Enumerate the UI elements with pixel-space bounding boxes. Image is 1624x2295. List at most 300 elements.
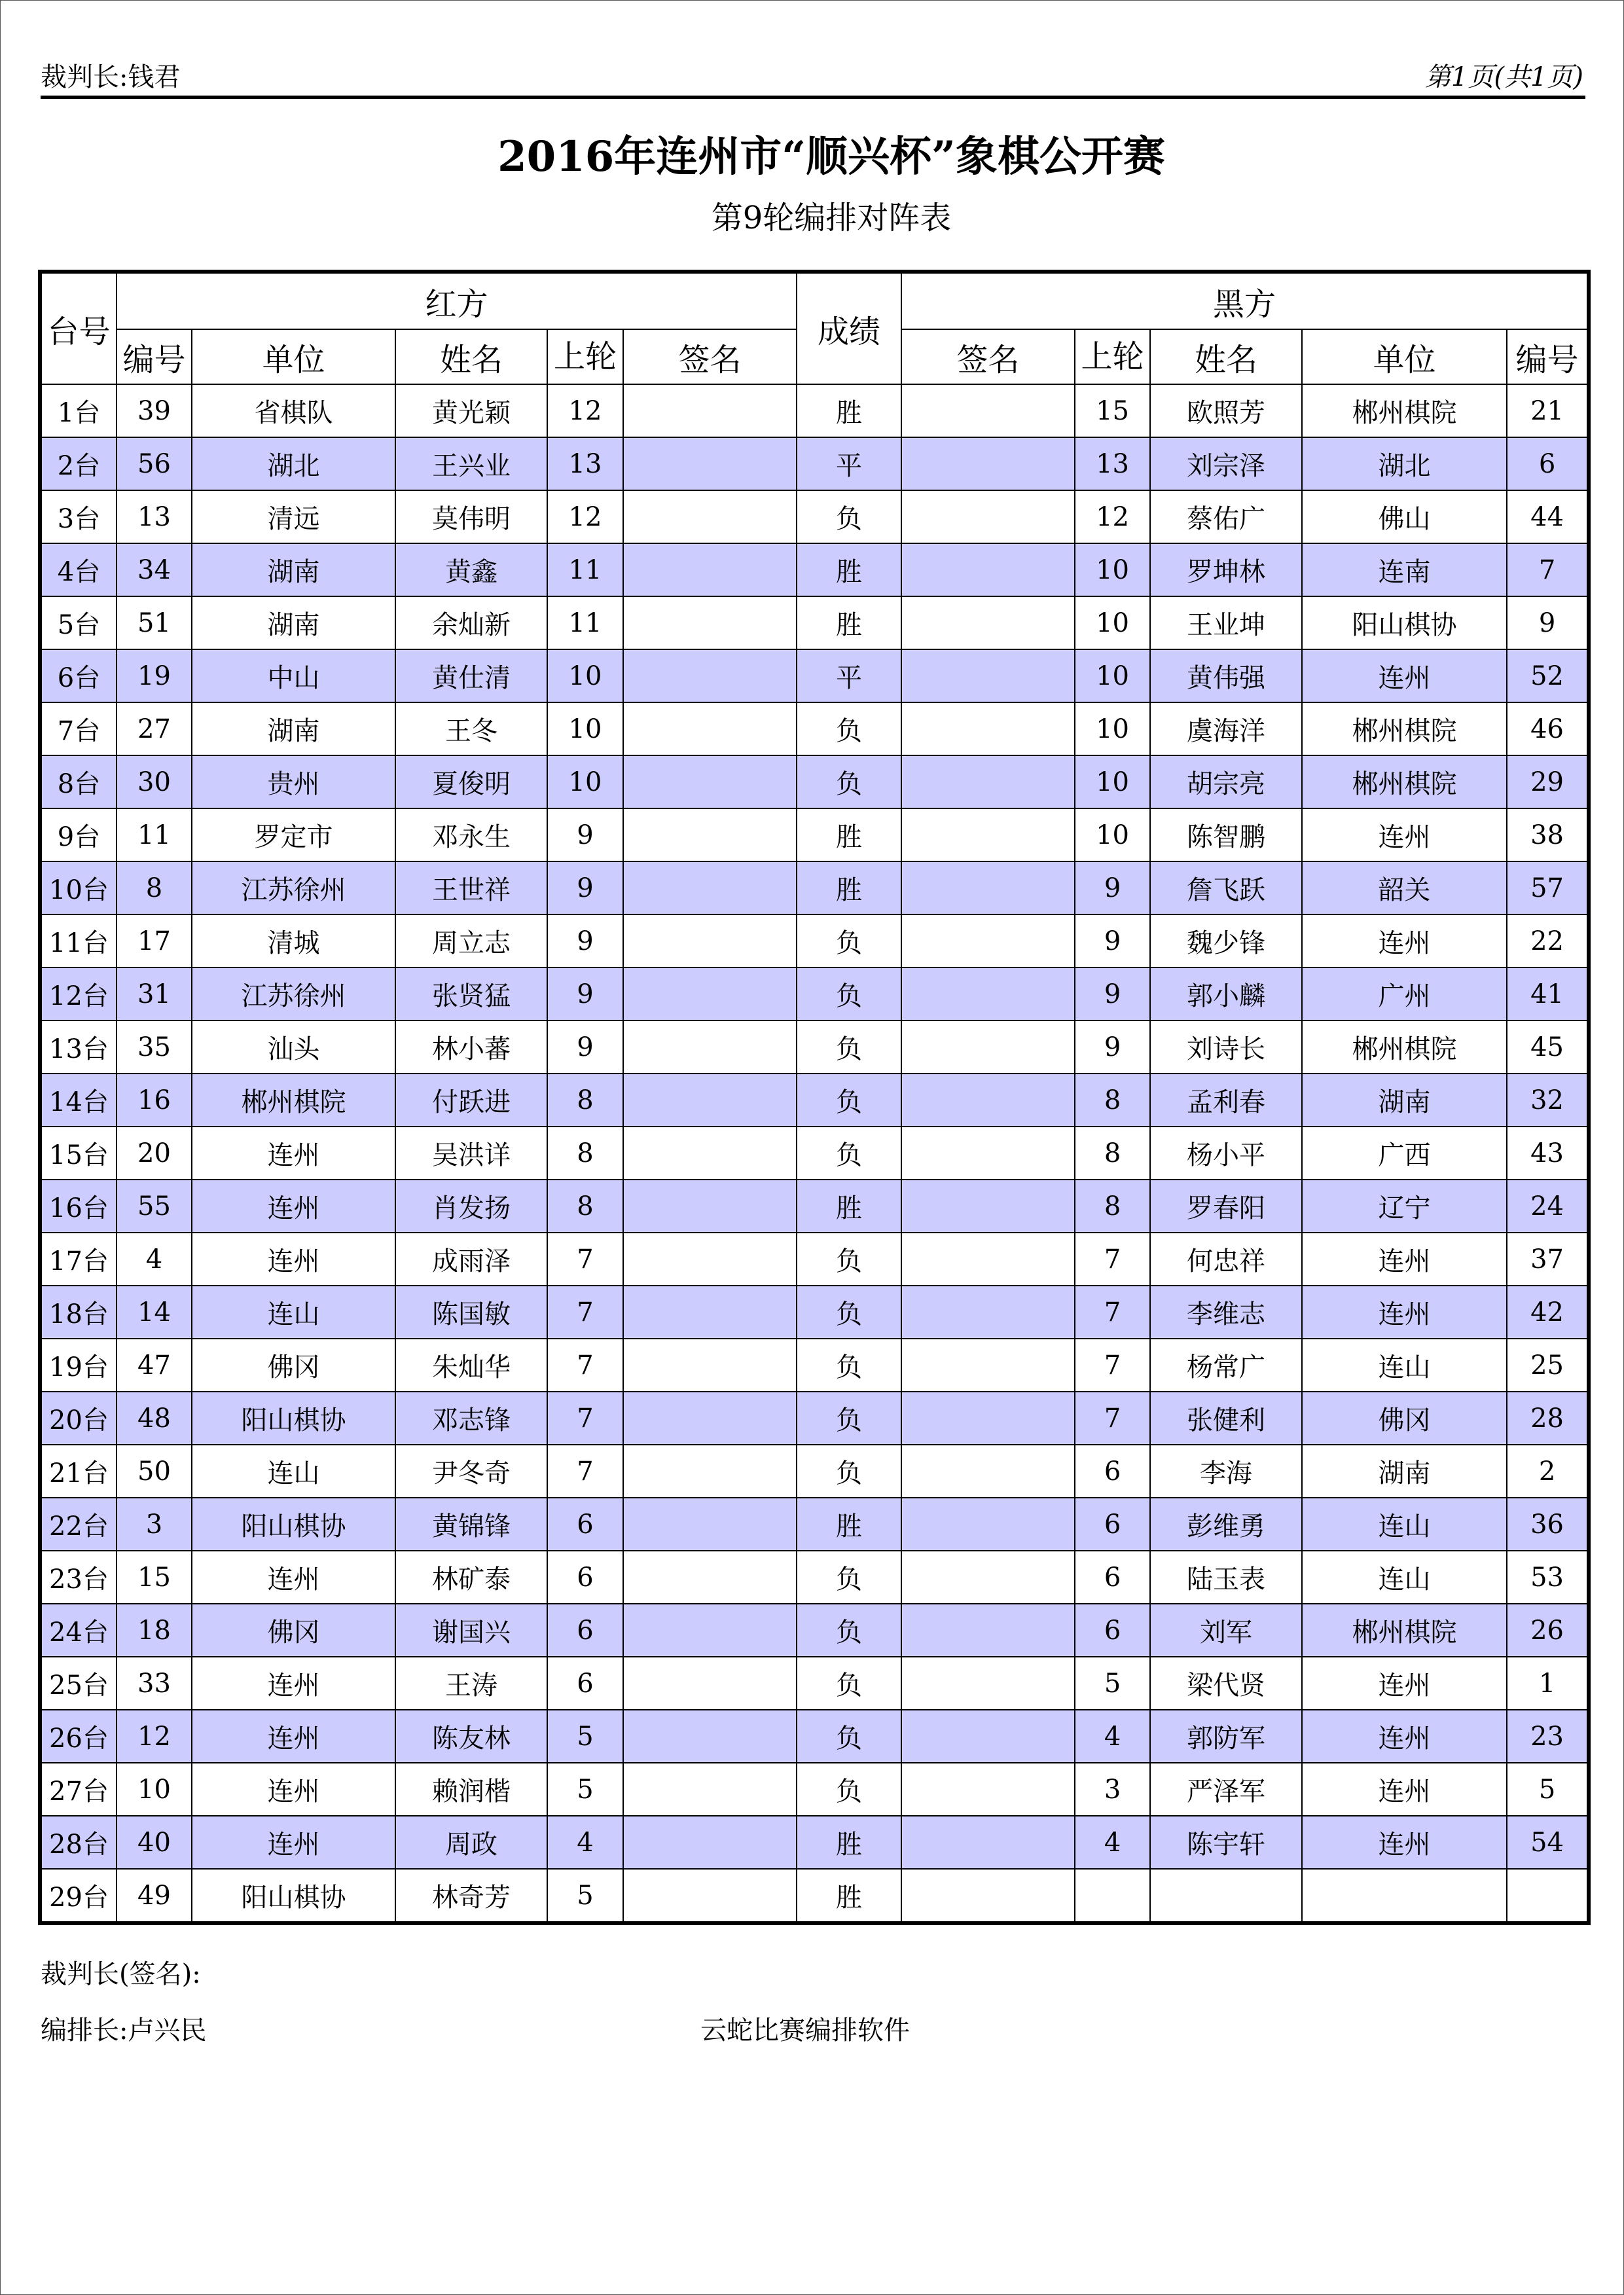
black-unit-cell: 连山 — [1302, 1551, 1507, 1604]
red-last-round-cell: 4 — [547, 1816, 623, 1869]
red-last-round-cell: 7 — [547, 1392, 623, 1445]
red-no-cell: 15 — [117, 1551, 192, 1604]
black-sign-cell — [901, 1604, 1075, 1657]
red-last-round-cell: 9 — [547, 967, 623, 1021]
black-sign-cell — [901, 1286, 1075, 1339]
black-unit-cell: 连山 — [1302, 1339, 1507, 1392]
black-last-round-cell: 9 — [1075, 861, 1150, 914]
black-unit-cell: 佛冈 — [1302, 1392, 1507, 1445]
black-last-round-cell: 8 — [1075, 1180, 1150, 1233]
black-last-round-cell: 10 — [1075, 649, 1150, 702]
red-no-cell: 55 — [117, 1180, 192, 1233]
red-unit-cell: 连州 — [192, 1551, 395, 1604]
result-cell: 负 — [797, 1445, 901, 1498]
board-cell: 20台 — [40, 1392, 117, 1445]
red-unit-cell: 中山 — [192, 649, 395, 702]
black-last-round-cell: 10 — [1075, 596, 1150, 649]
col-black-last-round: 上轮 — [1075, 329, 1150, 384]
red-no-cell: 39 — [117, 384, 192, 437]
black-no-cell: 43 — [1507, 1127, 1589, 1180]
page-subtitle: 第9轮编排对阵表 — [711, 200, 952, 236]
red-name-cell: 尹冬奇 — [395, 1445, 547, 1498]
red-name-cell: 林小蕃 — [395, 1021, 547, 1074]
result-cell: 负 — [797, 1286, 901, 1339]
red-last-round-cell: 10 — [547, 755, 623, 808]
black-unit-cell: 湖北 — [1302, 437, 1507, 490]
red-sign-cell — [623, 1339, 797, 1392]
red-last-round-cell: 11 — [547, 596, 623, 649]
red-last-round-cell: 9 — [547, 861, 623, 914]
result-cell: 负 — [797, 755, 901, 808]
red-no-cell: 20 — [117, 1127, 192, 1180]
board-cell: 24台 — [40, 1604, 117, 1657]
black-last-round-cell: 15 — [1075, 384, 1150, 437]
board-cell: 16台 — [40, 1180, 117, 1233]
result-cell: 胜 — [797, 808, 901, 861]
red-last-round-cell: 13 — [547, 437, 623, 490]
red-last-round-cell: 9 — [547, 914, 623, 967]
col-red-name: 姓名 — [395, 329, 547, 384]
col-red-unit: 单位 — [192, 329, 395, 384]
black-last-round-cell: 6 — [1075, 1498, 1150, 1551]
black-sign-cell — [901, 437, 1075, 490]
black-no-cell: 42 — [1507, 1286, 1589, 1339]
black-last-round-cell: 4 — [1075, 1816, 1150, 1869]
table-row — [40, 702, 1589, 755]
red-no-cell: 8 — [117, 861, 192, 914]
red-name-cell: 陈国敏 — [395, 1286, 547, 1339]
table-row — [40, 1286, 1589, 1339]
header-rule — [41, 96, 1585, 99]
red-no-cell: 19 — [117, 649, 192, 702]
red-sign-cell — [623, 1392, 797, 1445]
black-unit-cell: 佛山 — [1302, 490, 1507, 543]
black-unit-cell: 广州 — [1302, 967, 1507, 1021]
table-row — [40, 1021, 1589, 1074]
result-cell: 负 — [797, 1392, 901, 1445]
red-sign-cell — [623, 702, 797, 755]
red-unit-cell: 湖南 — [192, 543, 395, 596]
result-cell: 负 — [797, 1074, 901, 1127]
red-name-cell: 黄仕清 — [395, 649, 547, 702]
red-last-round-cell: 5 — [547, 1710, 623, 1763]
board-cell: 21台 — [40, 1445, 117, 1498]
red-sign-cell — [623, 490, 797, 543]
board-cell: 29台 — [40, 1869, 117, 1923]
black-no-cell: 5 — [1507, 1763, 1589, 1816]
red-no-cell: 18 — [117, 1604, 192, 1657]
red-no-cell: 11 — [117, 808, 192, 861]
black-last-round-cell: 6 — [1075, 1604, 1150, 1657]
black-unit-cell: 阳山棋协 — [1302, 596, 1507, 649]
board-cell: 1台 — [40, 384, 117, 437]
red-unit-cell: 湖南 — [192, 702, 395, 755]
red-no-cell: 40 — [117, 1816, 192, 1869]
col-red-sign: 签名 — [623, 329, 797, 384]
red-sign-cell — [623, 1657, 797, 1710]
red-unit-cell: 连州 — [192, 1180, 395, 1233]
red-name-cell: 王兴业 — [395, 437, 547, 490]
black-name-cell: 李海 — [1150, 1445, 1302, 1498]
red-last-round-cell: 6 — [547, 1604, 623, 1657]
black-name-cell: 郭防军 — [1150, 1710, 1302, 1763]
table-row — [40, 755, 1589, 808]
red-sign-cell — [623, 1816, 797, 1869]
board-cell: 19台 — [40, 1339, 117, 1392]
result-cell: 负 — [797, 490, 901, 543]
black-name-cell: 罗春阳 — [1150, 1180, 1302, 1233]
red-no-cell: 49 — [117, 1869, 192, 1923]
table-row — [40, 649, 1589, 702]
red-unit-cell: 江苏徐州 — [192, 861, 395, 914]
table-row — [40, 1657, 1589, 1710]
result-cell: 负 — [797, 1551, 901, 1604]
red-name-cell: 陈友林 — [395, 1710, 547, 1763]
black-unit-cell: 湖南 — [1302, 1445, 1507, 1498]
board-cell: 13台 — [40, 1021, 117, 1074]
red-last-round-cell: 5 — [547, 1869, 623, 1923]
black-sign-cell — [901, 543, 1075, 596]
red-sign-cell — [623, 649, 797, 702]
black-sign-cell — [901, 755, 1075, 808]
black-name-cell — [1150, 1869, 1302, 1923]
result-cell: 胜 — [797, 1498, 901, 1551]
red-sign-cell — [623, 914, 797, 967]
result-cell: 平 — [797, 437, 901, 490]
black-last-round-cell: 7 — [1075, 1339, 1150, 1392]
page-title: 2016年连州市“顺兴杯”象棋公开赛 — [497, 132, 1165, 181]
result-cell: 胜 — [797, 861, 901, 914]
black-no-cell: 22 — [1507, 914, 1589, 967]
black-last-round-cell: 13 — [1075, 437, 1150, 490]
result-cell: 平 — [797, 649, 901, 702]
red-sign-cell — [623, 1074, 797, 1127]
red-name-cell: 付跃进 — [395, 1074, 547, 1127]
red-sign-cell — [623, 1445, 797, 1498]
black-unit-cell: 郴州棋院 — [1302, 384, 1507, 437]
result-cell: 胜 — [797, 1816, 901, 1869]
red-last-round-cell: 7 — [547, 1286, 623, 1339]
black-last-round-cell: 4 — [1075, 1710, 1150, 1763]
red-last-round-cell: 6 — [547, 1498, 623, 1551]
black-unit-cell: 湖南 — [1302, 1074, 1507, 1127]
red-name-cell: 黄锦锋 — [395, 1498, 547, 1551]
referee-signature-label: 裁判长(签名): — [41, 1959, 201, 1989]
red-unit-cell: 连州 — [192, 1710, 395, 1763]
red-sign-cell — [623, 861, 797, 914]
black-sign-cell — [901, 1498, 1075, 1551]
black-no-cell: 25 — [1507, 1339, 1589, 1392]
table-row — [40, 384, 1589, 437]
black-last-round-cell: 5 — [1075, 1657, 1150, 1710]
red-name-cell: 莫伟明 — [395, 490, 547, 543]
black-sign-cell — [901, 967, 1075, 1021]
black-sign-cell — [901, 1445, 1075, 1498]
red-last-round-cell: 6 — [547, 1551, 623, 1604]
red-sign-cell — [623, 543, 797, 596]
table-row — [40, 1233, 1589, 1286]
table-row — [40, 1551, 1589, 1604]
red-no-cell: 3 — [117, 1498, 192, 1551]
black-sign-cell — [901, 1074, 1075, 1127]
table-row — [40, 1445, 1589, 1498]
table-row — [40, 808, 1589, 861]
table-row — [40, 596, 1589, 649]
black-sign-cell — [901, 1021, 1075, 1074]
red-name-cell: 谢国兴 — [395, 1604, 547, 1657]
black-no-cell: 37 — [1507, 1233, 1589, 1286]
red-name-cell: 王世祥 — [395, 861, 547, 914]
table-row — [40, 437, 1589, 490]
board-cell: 2台 — [40, 437, 117, 490]
black-no-cell: 7 — [1507, 543, 1589, 596]
board-cell: 6台 — [40, 649, 117, 702]
red-no-cell: 13 — [117, 490, 192, 543]
black-sign-cell — [901, 808, 1075, 861]
red-sign-cell — [623, 1710, 797, 1763]
black-no-cell: 28 — [1507, 1392, 1589, 1445]
red-unit-cell: 清城 — [192, 914, 395, 967]
software-credit: 云蛇比赛编排软件 — [700, 2015, 910, 2046]
red-unit-cell: 贵州 — [192, 755, 395, 808]
black-sign-cell — [901, 490, 1075, 543]
red-name-cell: 周立志 — [395, 914, 547, 967]
result-cell: 负 — [797, 702, 901, 755]
black-sign-cell — [901, 1392, 1075, 1445]
red-no-cell: 16 — [117, 1074, 192, 1127]
black-name-cell: 何忠祥 — [1150, 1233, 1302, 1286]
black-no-cell: 6 — [1507, 437, 1589, 490]
black-sign-cell — [901, 384, 1075, 437]
board-cell: 10台 — [40, 861, 117, 914]
black-unit-cell — [1302, 1869, 1507, 1923]
black-name-cell: 魏少锋 — [1150, 914, 1302, 967]
red-sign-cell — [623, 967, 797, 1021]
black-sign-cell — [901, 1657, 1075, 1710]
black-last-round-cell: 10 — [1075, 808, 1150, 861]
black-last-round-cell: 6 — [1075, 1551, 1150, 1604]
result-cell: 负 — [797, 1127, 901, 1180]
black-name-cell: 胡宗亮 — [1150, 755, 1302, 808]
black-unit-cell: 连南 — [1302, 543, 1507, 596]
black-name-cell: 黄伟强 — [1150, 649, 1302, 702]
col-black-side: 黑方 — [901, 272, 1589, 329]
col-black-name: 姓名 — [1150, 329, 1302, 384]
red-no-cell: 33 — [117, 1657, 192, 1710]
black-name-cell: 罗坤林 — [1150, 543, 1302, 596]
red-no-cell: 48 — [117, 1392, 192, 1445]
black-no-cell: 26 — [1507, 1604, 1589, 1657]
red-sign-cell — [623, 755, 797, 808]
red-unit-cell: 连州 — [192, 1657, 395, 1710]
black-no-cell — [1507, 1869, 1589, 1923]
red-no-cell: 17 — [117, 914, 192, 967]
result-cell: 胜 — [797, 384, 901, 437]
black-name-cell: 李维志 — [1150, 1286, 1302, 1339]
black-no-cell: 57 — [1507, 861, 1589, 914]
red-unit-cell: 连州 — [192, 1816, 395, 1869]
col-red-no: 编号 — [117, 329, 192, 384]
black-name-cell: 刘军 — [1150, 1604, 1302, 1657]
red-name-cell: 吴洪详 — [395, 1127, 547, 1180]
board-cell: 22台 — [40, 1498, 117, 1551]
black-unit-cell: 郴州棋院 — [1302, 1021, 1507, 1074]
black-sign-cell — [901, 649, 1075, 702]
black-no-cell: 46 — [1507, 702, 1589, 755]
board-cell: 5台 — [40, 596, 117, 649]
black-name-cell: 蔡佑广 — [1150, 490, 1302, 543]
black-last-round-cell: 8 — [1075, 1127, 1150, 1180]
red-no-cell: 51 — [117, 596, 192, 649]
red-name-cell: 黄光颖 — [395, 384, 547, 437]
table-row — [40, 490, 1589, 543]
black-unit-cell: 韶关 — [1302, 861, 1507, 914]
black-unit-cell: 连州 — [1302, 1286, 1507, 1339]
black-sign-cell — [901, 702, 1075, 755]
black-sign-cell — [901, 1763, 1075, 1816]
board-cell: 28台 — [40, 1816, 117, 1869]
red-sign-cell — [623, 1551, 797, 1604]
red-sign-cell — [623, 808, 797, 861]
black-no-cell: 54 — [1507, 1816, 1589, 1869]
red-sign-cell — [623, 1498, 797, 1551]
col-black-no: 编号 — [1507, 329, 1589, 384]
board-cell: 17台 — [40, 1233, 117, 1286]
col-black-unit: 单位 — [1302, 329, 1507, 384]
table-row — [40, 1498, 1589, 1551]
table-row — [40, 543, 1589, 596]
red-unit-cell: 连山 — [192, 1445, 395, 1498]
result-cell: 负 — [797, 914, 901, 967]
table-row — [40, 1816, 1589, 1869]
result-cell: 负 — [797, 1604, 901, 1657]
black-no-cell: 32 — [1507, 1074, 1589, 1127]
black-sign-cell — [901, 861, 1075, 914]
black-unit-cell: 连州 — [1302, 1657, 1507, 1710]
result-cell: 负 — [797, 1657, 901, 1710]
pairings-body — [40, 384, 1589, 1923]
black-unit-cell: 郴州棋院 — [1302, 1604, 1507, 1657]
red-unit-cell: 连州 — [192, 1233, 395, 1286]
black-sign-cell — [901, 914, 1075, 967]
black-last-round-cell: 7 — [1075, 1392, 1150, 1445]
red-name-cell: 林奇芳 — [395, 1869, 547, 1923]
black-no-cell: 2 — [1507, 1445, 1589, 1498]
red-sign-cell — [623, 437, 797, 490]
board-cell: 15台 — [40, 1127, 117, 1180]
red-name-cell: 张贤猛 — [395, 967, 547, 1021]
black-no-cell: 36 — [1507, 1498, 1589, 1551]
result-cell: 胜 — [797, 1180, 901, 1233]
black-last-round-cell: 10 — [1075, 755, 1150, 808]
black-unit-cell: 连州 — [1302, 808, 1507, 861]
black-no-cell: 21 — [1507, 384, 1589, 437]
red-unit-cell: 汕头 — [192, 1021, 395, 1074]
black-no-cell: 9 — [1507, 596, 1589, 649]
red-last-round-cell: 12 — [547, 490, 623, 543]
red-unit-cell: 连山 — [192, 1286, 395, 1339]
black-last-round-cell: 10 — [1075, 702, 1150, 755]
red-sign-cell — [623, 596, 797, 649]
red-name-cell: 肖发扬 — [395, 1180, 547, 1233]
table-row — [40, 861, 1589, 914]
red-no-cell: 30 — [117, 755, 192, 808]
table-row — [40, 1339, 1589, 1392]
black-sign-cell — [901, 1710, 1075, 1763]
table-row — [40, 1710, 1589, 1763]
red-name-cell: 林矿泰 — [395, 1551, 547, 1604]
black-no-cell: 1 — [1507, 1657, 1589, 1710]
red-name-cell: 成雨泽 — [395, 1233, 547, 1286]
red-no-cell: 56 — [117, 437, 192, 490]
red-name-cell: 邓志锋 — [395, 1392, 547, 1445]
black-last-round-cell — [1075, 1869, 1150, 1923]
red-no-cell: 12 — [117, 1710, 192, 1763]
black-unit-cell: 连州 — [1302, 1816, 1507, 1869]
col-board: 台号 — [40, 272, 117, 384]
red-no-cell: 10 — [117, 1763, 192, 1816]
black-sign-cell — [901, 1869, 1075, 1923]
black-last-round-cell: 3 — [1075, 1763, 1150, 1816]
red-no-cell: 34 — [117, 543, 192, 596]
red-sign-cell — [623, 1233, 797, 1286]
black-no-cell: 24 — [1507, 1180, 1589, 1233]
board-cell: 26台 — [40, 1710, 117, 1763]
black-sign-cell — [901, 1551, 1075, 1604]
red-unit-cell: 佛冈 — [192, 1604, 395, 1657]
red-no-cell: 27 — [117, 702, 192, 755]
red-sign-cell — [623, 1180, 797, 1233]
black-no-cell: 38 — [1507, 808, 1589, 861]
red-sign-cell — [623, 1604, 797, 1657]
col-red-side: 红方 — [117, 272, 797, 329]
result-cell: 胜 — [797, 543, 901, 596]
black-name-cell: 虞海洋 — [1150, 702, 1302, 755]
black-last-round-cell: 8 — [1075, 1074, 1150, 1127]
black-last-round-cell: 12 — [1075, 490, 1150, 543]
black-name-cell: 彭维勇 — [1150, 1498, 1302, 1551]
red-name-cell: 夏俊明 — [395, 755, 547, 808]
black-name-cell: 陈宇轩 — [1150, 1816, 1302, 1869]
red-no-cell: 50 — [117, 1445, 192, 1498]
red-last-round-cell: 7 — [547, 1445, 623, 1498]
board-cell: 12台 — [40, 967, 117, 1021]
red-last-round-cell: 9 — [547, 808, 623, 861]
black-name-cell: 王业坤 — [1150, 596, 1302, 649]
red-last-round-cell: 12 — [547, 384, 623, 437]
red-unit-cell: 连州 — [192, 1763, 395, 1816]
board-cell: 18台 — [40, 1286, 117, 1339]
black-unit-cell: 连山 — [1302, 1498, 1507, 1551]
red-sign-cell — [623, 1869, 797, 1923]
black-name-cell: 张健利 — [1150, 1392, 1302, 1445]
red-sign-cell — [623, 384, 797, 437]
board-cell: 7台 — [40, 702, 117, 755]
pairings-table — [38, 270, 1591, 1925]
red-name-cell: 余灿新 — [395, 596, 547, 649]
black-last-round-cell: 7 — [1075, 1286, 1150, 1339]
board-cell: 8台 — [40, 755, 117, 808]
table-row — [40, 1180, 1589, 1233]
black-name-cell: 郭小麟 — [1150, 967, 1302, 1021]
chief-referee-label: 裁判长:钱君 — [41, 62, 181, 92]
board-cell: 11台 — [40, 914, 117, 967]
black-unit-cell: 连州 — [1302, 1233, 1507, 1286]
page-indicator: 第1页(共1页) — [1424, 62, 1583, 92]
red-unit-cell: 清远 — [192, 490, 395, 543]
red-sign-cell — [623, 1286, 797, 1339]
board-cell: 27台 — [40, 1763, 117, 1816]
